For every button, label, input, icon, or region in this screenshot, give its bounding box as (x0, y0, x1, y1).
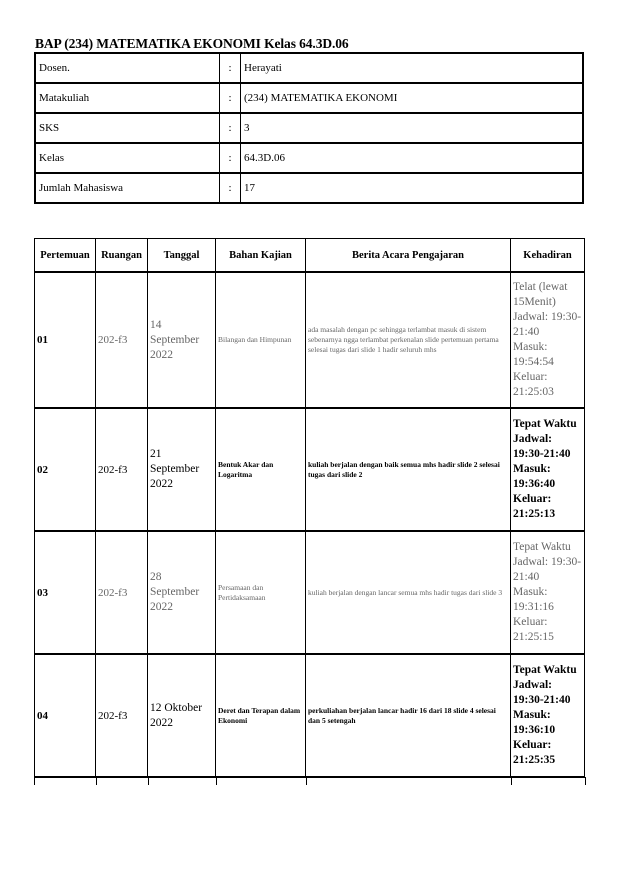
attendance-status: Telat (lewat 15Menit) (513, 281, 568, 308)
attendance (511, 408, 585, 531)
meeting-number: 02 (35, 408, 96, 531)
info-label: SKS (35, 113, 220, 143)
table-row (35, 531, 585, 654)
header-berita-acara: Berita Acara Pengajaran (306, 239, 511, 273)
meeting-number: 03 (35, 531, 96, 654)
attendance-in: Masuk: 19:54:54 (513, 341, 554, 368)
topic: Deret dan Terapan dalam Ekonomi (216, 654, 306, 777)
info-value: Herayati (241, 53, 584, 83)
date: 12 Oktober 2022 (148, 654, 216, 777)
attendance (511, 272, 585, 408)
topic: Bilangan dan Himpunan (216, 272, 306, 408)
column-divider (306, 777, 307, 785)
attendance-status: Tepat Waktu (513, 541, 571, 553)
header-bahan-kajian: Bahan Kajian (216, 239, 306, 273)
table-row (35, 408, 585, 531)
meeting-number: 01 (35, 272, 96, 408)
header-pertemuan: Pertemuan (35, 239, 96, 273)
teaching-report: kuliah berjalan dengan lancar semua mhs hadir tugas dari slide 3 (306, 531, 511, 654)
info-separator: : (220, 143, 241, 173)
teaching-report: ada masalah dengan pc sehingga terlambat masuk di sistem sebenarnya ngga terlambat perkenalan slide pertemuan pertama selesai tugas dari slide 1 hadir seluruh mhs (306, 272, 511, 408)
attendance-schedule: Jadwal: 19:30-21:40 (513, 679, 571, 706)
room: 202-f3 (96, 408, 148, 531)
info-row-kelas (35, 143, 583, 173)
table-row (35, 654, 585, 777)
column-divider (216, 777, 217, 785)
info-row-dosen (35, 53, 583, 83)
teaching-report: perkuliahan berjalan lancar hadir 16 dari 18 slide 4 selesai dan 5 setengah (306, 654, 511, 777)
info-value: 17 (241, 173, 584, 203)
attendance (511, 654, 585, 777)
info-separator: : (220, 83, 241, 113)
column-divider (96, 777, 97, 785)
attendance (511, 531, 585, 654)
attendance-in: Masuk: 19:36:10 (513, 709, 556, 736)
teaching-report: kuliah berjalan dengan baik semua mhs hadir slide 2 selesai tugas dari slide 2 (306, 408, 511, 531)
info-value: 3 (241, 113, 584, 143)
info-row-jumlah-mahasiswa (35, 173, 583, 203)
column-divider (511, 777, 512, 785)
info-value: 64.3D.06 (241, 143, 584, 173)
attendance-out: Keluar: 21:25:15 (513, 616, 554, 643)
attendance-in: Masuk: 19:31:16 (513, 586, 554, 613)
attendance-schedule: Jadwal: 19:30-21:40 (513, 311, 582, 338)
attendance-schedule: Jadwal: 19:30-21:40 (513, 433, 571, 460)
info-row-matakuliah (35, 83, 583, 113)
attendance-out: Keluar: 21:25:35 (513, 739, 556, 766)
table-row (35, 272, 585, 408)
info-value: (234) MATEMATIKA EKONOMI (241, 83, 584, 113)
table-continuation (34, 777, 586, 785)
topic: Bentuk Akar dan Logaritma (216, 408, 306, 531)
course-info-table (34, 52, 584, 204)
info-separator: : (220, 113, 241, 143)
header-kehadiran: Kehadiran (511, 239, 585, 273)
info-label: Dosen. (35, 53, 220, 83)
attendance-status: Tepat Waktu (513, 418, 577, 430)
date: 14 September 2022 (148, 272, 216, 408)
info-separator: : (220, 53, 241, 83)
column-divider (148, 777, 149, 785)
info-separator: : (220, 173, 241, 203)
date: 21 September 2022 (148, 408, 216, 531)
info-label: Kelas (35, 143, 220, 173)
room: 202-f3 (96, 531, 148, 654)
info-row-sks (35, 113, 583, 143)
info-label: Jumlah Mahasiswa (35, 173, 220, 203)
date: 28 September 2022 (148, 531, 216, 654)
header-tanggal: Tanggal (148, 239, 216, 273)
attendance-schedule: Jadwal: 19:30-21:40 (513, 556, 582, 583)
room: 202-f3 (96, 654, 148, 777)
attendance-out: Keluar: 21:25:03 (513, 371, 554, 398)
attendance-in: Masuk: 19:36:40 (513, 463, 556, 490)
meeting-number: 04 (35, 654, 96, 777)
attendance-out: Keluar: 21:25:13 (513, 493, 556, 520)
topic: Persamaan dan Pertidaksamaan (216, 531, 306, 654)
attendance-status: Tepat Waktu (513, 664, 577, 676)
info-label: Matakuliah (35, 83, 220, 113)
page-title: BAP (234) MATEMATIKA EKONOMI Kelas 64.3D.06 (35, 36, 349, 51)
header-ruangan: Ruangan (96, 239, 148, 273)
attendance-table (34, 238, 585, 778)
room: 202-f3 (96, 272, 148, 408)
table-header-row (35, 239, 585, 273)
